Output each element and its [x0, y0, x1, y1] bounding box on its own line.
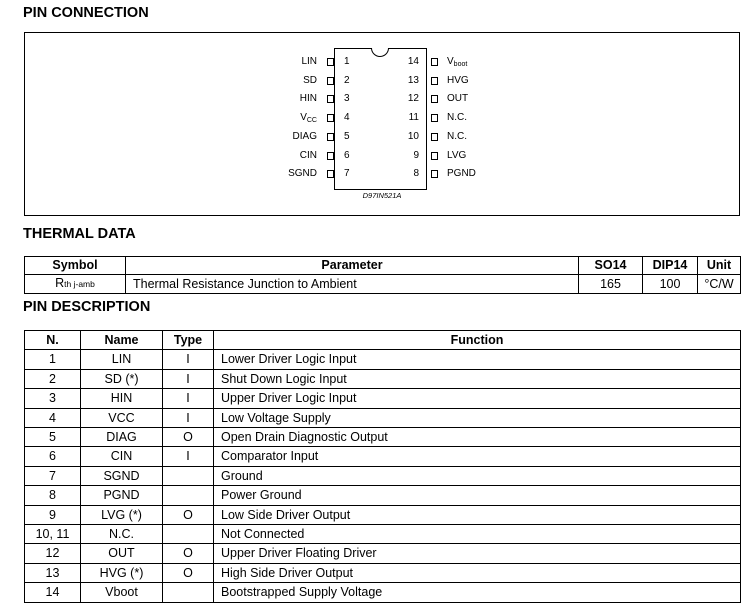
pin-description-header-row	[25, 331, 741, 350]
pin-name: LIN	[81, 350, 163, 369]
header-symbol: Symbol	[25, 257, 126, 275]
pin-pad	[327, 170, 334, 178]
table-row	[25, 428, 741, 447]
pin-type	[163, 583, 214, 602]
pin-number-label: 13	[407, 74, 419, 86]
pin-pad	[431, 95, 438, 103]
pin-name: SGND	[81, 466, 163, 485]
pin-label: OUT	[447, 93, 469, 105]
table-row	[25, 505, 741, 524]
pin-label: N.C.	[447, 112, 467, 124]
pin-type	[163, 466, 214, 485]
thermal-header-row	[25, 257, 741, 275]
pin-pad	[327, 133, 334, 141]
pin-label: LIN	[301, 56, 317, 67]
header-name: Name	[81, 331, 163, 350]
pin-type: I	[163, 350, 214, 369]
table-row	[25, 447, 741, 466]
pin-number-label: 1	[344, 56, 350, 67]
pin-name: SD (*)	[81, 369, 163, 388]
table-row	[25, 408, 741, 427]
pin-name: VCC	[81, 408, 163, 427]
pin-number: 6	[25, 447, 81, 466]
pin-number-label: 5	[344, 130, 350, 142]
rth-so14: 165	[579, 275, 643, 294]
header-type: Type	[163, 331, 214, 350]
pin-function: Lower Driver Logic Input	[214, 350, 741, 369]
pin-number-label: 6	[344, 149, 350, 161]
pin-number: 8	[25, 486, 81, 505]
pin-label: N.C.	[447, 130, 467, 142]
pin-description-heading: PIN DESCRIPTION	[23, 299, 151, 315]
pin-number-label: 3	[344, 93, 350, 105]
table-row	[25, 466, 741, 485]
header-unit: Unit	[698, 257, 741, 275]
diagram-code: D97IN521A	[362, 191, 402, 200]
pin-label: $V_{CC}$	[300, 112, 317, 125]
pin-number: 14	[25, 583, 81, 602]
pin-number: 1	[25, 350, 81, 369]
pin-function: Ground	[214, 466, 741, 485]
pin-number-label: 12	[407, 93, 419, 105]
pin-pad	[431, 114, 438, 122]
pin-type: I	[163, 447, 214, 466]
pin-label: CIN	[299, 149, 317, 161]
pin-number: 5	[25, 428, 81, 447]
pin-number-label: 2	[344, 74, 350, 86]
pin-pad	[431, 152, 438, 160]
pin-name: OUT	[81, 544, 163, 563]
pin-number: 3	[25, 389, 81, 408]
pin-number: 2	[25, 369, 81, 388]
pin-pad	[327, 95, 334, 103]
pin-function: Open Drain Diagnostic Output	[214, 428, 741, 447]
header-dip14: DIP14	[643, 257, 698, 275]
pin-function: Upper Driver Floating Driver	[214, 544, 741, 563]
pin-function: High Side Driver Output	[214, 563, 741, 582]
pin-type: I	[163, 369, 214, 388]
pin-pad	[327, 114, 334, 122]
pin-pad	[431, 77, 438, 85]
thermal-data-heading: THERMAL DATA	[23, 226, 136, 242]
pin-name: N.C.	[81, 525, 163, 544]
pin-number-label: 8	[413, 168, 419, 180]
header-parameter: Parameter	[126, 257, 579, 275]
pin-description-table	[24, 330, 741, 603]
pin-type: O	[163, 563, 214, 582]
pin-number-label: 4	[344, 112, 350, 124]
pin-number: 9	[25, 505, 81, 524]
pin-type: I	[163, 389, 214, 408]
pin-number: 4	[25, 408, 81, 427]
pin-label: SD	[303, 74, 317, 86]
table-row	[25, 389, 741, 408]
pin-label: HVG	[447, 74, 469, 86]
pin-type: O	[163, 505, 214, 524]
pin-number-label: 11	[408, 112, 419, 124]
header-n: N.	[25, 331, 81, 350]
pin-function: Power Ground	[214, 486, 741, 505]
table-row	[25, 486, 741, 505]
pin-function: Low Side Driver Output	[214, 505, 741, 524]
pin-pad	[431, 58, 438, 66]
pin-type	[163, 486, 214, 505]
pin-function: Not Connected	[214, 525, 741, 544]
rth-dip14: 100	[643, 275, 698, 294]
pin-type	[163, 525, 214, 544]
pin-number-label: 9	[413, 149, 419, 161]
pin-pad	[431, 133, 438, 141]
pin-type: I	[163, 408, 214, 427]
pin-name: HIN	[81, 389, 163, 408]
table-row	[25, 369, 741, 388]
pin-number: 13	[25, 563, 81, 582]
pin-pad	[431, 170, 438, 178]
rth-parameter: Thermal Resistance Junction to Ambient	[126, 275, 579, 294]
pin-pad	[327, 58, 334, 66]
pin-name: LVG (*)	[81, 505, 163, 524]
pin-pad	[327, 77, 334, 85]
table-row	[25, 563, 741, 582]
pin-function: Comparator Input	[214, 447, 741, 466]
pin-connection-heading: PIN CONNECTION	[23, 5, 149, 21]
pin-number-label: 7	[344, 168, 350, 180]
pin-label: $V_{boot}$	[447, 56, 468, 68]
pin-label: SGND	[288, 168, 317, 180]
rth-unit: °C/W	[698, 275, 741, 294]
pin-number-label: 10	[407, 130, 419, 142]
pin-label: LVG	[447, 149, 467, 161]
rth-symbol: Rth j-amb	[25, 275, 126, 294]
pin-label: PGND	[447, 168, 476, 180]
pin-number: 7	[25, 466, 81, 485]
pin-number: 12	[25, 544, 81, 563]
pin-function: Shut Down Logic Input	[214, 369, 741, 388]
pin-name: CIN	[81, 447, 163, 466]
thermal-row	[25, 275, 741, 294]
pin-label: DIAG	[292, 130, 317, 142]
table-row	[25, 350, 741, 369]
thermal-data-table	[24, 256, 741, 294]
pin-type: O	[163, 544, 214, 563]
pin-name: PGND	[81, 486, 163, 505]
pin-name: Vboot	[81, 583, 163, 602]
table-row	[25, 525, 741, 544]
pin-name: HVG (*)	[81, 563, 163, 582]
pin-number: 10, 11	[25, 525, 81, 544]
pin-label: HIN	[299, 93, 317, 105]
pin-function: Upper Driver Logic Input	[214, 389, 741, 408]
table-row	[25, 583, 741, 602]
pin-pad	[327, 152, 334, 160]
pin-name: DIAG	[81, 428, 163, 447]
table-row	[25, 544, 741, 563]
pin-number-label: 14	[407, 56, 419, 67]
header-so14: SO14	[579, 257, 643, 275]
pin-function: Bootstrapped Supply Voltage	[214, 583, 741, 602]
header-function: Function	[214, 331, 741, 350]
pin-function: Low Voltage Supply	[214, 408, 741, 427]
pin-type: O	[163, 428, 214, 447]
